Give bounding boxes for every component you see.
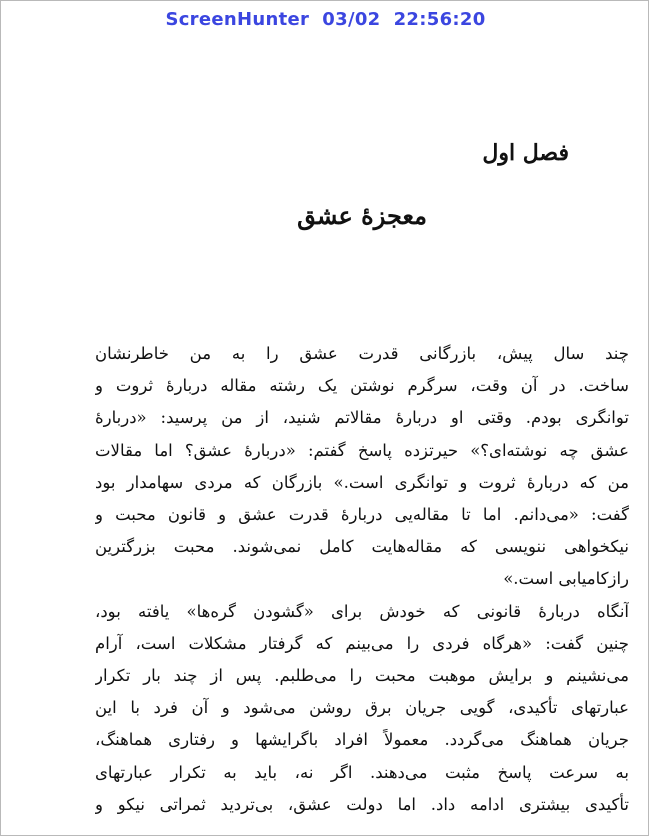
text-line: عبارتهای تأکیدی، گویی جریان برق روشن می‌شود و آن فرد با این: [95, 698, 629, 718]
text-line: توانگری بودم. وقتی او دربارهٔ مقالاتم شنید، از من پرسید: «دربارهٔ: [95, 408, 629, 428]
book-page: [95, 1, 629, 836]
text-line: نیکخواهی ننویسی که مقاله‌هایت کامل نمی‌شوند. محبت بزرگترین: [95, 537, 629, 557]
text-line: تأکیدی بیشتری ادامه داد. اما دولت عشق، بی‌تردید ثمراتی نیکو و: [95, 794, 629, 814]
text-line: عشق چه نوشته‌ای؟» حیرتزده پاسخ گفتم: «دربارهٔ عشق؟ اما مقالات: [95, 440, 629, 460]
chapter-heading: فصل اول: [482, 140, 569, 166]
text-line: آنگاه دربارهٔ قانونی که خودش برای «گشودن گره‌ها» یافته بود،: [95, 601, 629, 621]
text-line: من که دربارهٔ ثروت و توانگری است.» بازرگان که مردی سهامدار بود: [95, 472, 629, 492]
text-line: چند سال پیش، بازرگانی قدرت عشق را به من خاطرنشان: [95, 344, 629, 363]
text-line: به سرعت پاسخ مثبت می‌دهند. اگر نه، باید به تکرار عبارتهای: [95, 762, 629, 782]
text-line: رازکامیابی است.»: [503, 569, 629, 589]
text-line: ساخت. در آن وقت، سرگرم نوشتن یک رشته مقاله دربارهٔ ثروت و: [95, 376, 629, 396]
body-text: [95, 338, 629, 821]
screenhunter-watermark: ScreenHunter 03/02 22:56:20: [165, 9, 486, 30]
text-line: گفت: «می‌دانم. اما تا مقاله‌یی دربارهٔ قدرت عشق و قانون محبت و: [95, 505, 629, 525]
chapter-title: معجزهٔ عشق: [297, 201, 427, 230]
text-line: جریان هماهنگ می‌گردد. معمولاً افراد باگرایشها و رفتاری هماهنگ،: [95, 730, 629, 750]
text-line: می‌نشینم و برایش موهبت محبت را می‌طلبم. پس از چند بار تکرار: [95, 666, 629, 686]
text-line: چنین گفت: «هرگاه فردی را می‌بینم که گرفتار مشکلات است، آرام: [95, 633, 629, 653]
